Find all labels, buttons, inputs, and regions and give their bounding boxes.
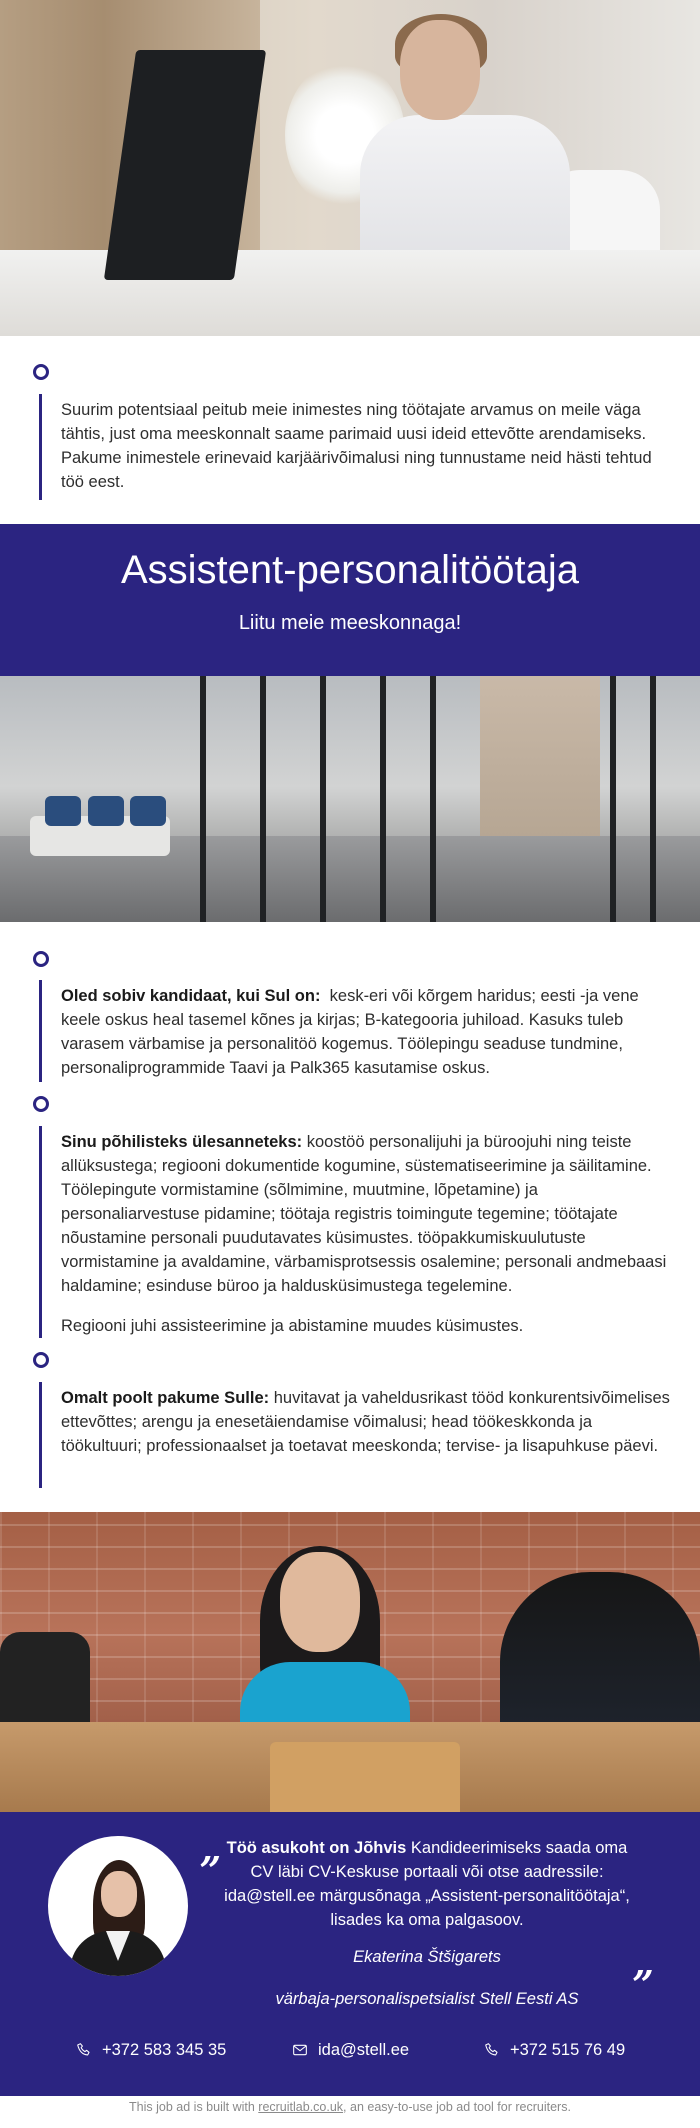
- phone-icon: [484, 2042, 500, 2058]
- recruiter-role: värbaja-personalispetsialist Stell Eesti AS: [275, 1990, 579, 2008]
- open-quote-icon: „: [200, 1826, 222, 1871]
- timeline-dot: [33, 1352, 49, 1368]
- requirements-section: [61, 984, 676, 1080]
- meeting-photo: [0, 1512, 700, 1812]
- hero-subtitle: Liitu meie meeskonnaga!: [238, 612, 462, 634]
- recruiter-name: Ekaterina Štšigarets: [353, 1948, 501, 1966]
- offer-heading: Omalt poolt pakume Sulle:: [61, 1389, 270, 1407]
- contact-phone-2-label: +372 515 76 49: [510, 2040, 626, 2059]
- contact-phone-1-label: +372 583 345 35: [102, 2040, 227, 2059]
- timeline-bar: [39, 1382, 42, 1488]
- duties-body: koostöö personalijuhi ja büroojuhi ning teiste allüksustega; regiooni dokumentide kogumine, süstematiseerimine ja säilitamine. Töölepingute vormistamine (sõlmimine, muutmine, lõpetamine) ja personaliarvestuse pidamine; töötaja registris toimingute tegemine; töötajate nõustamine personali puudutavates küsimustes. tööpakkumiskuulutuste vormistamine ja avaldamine, värbamisprotsessis osalemine; personali andmebaasi haldamine; esinduse büroo ja haldusküsimustega tegelemine.: [61, 1133, 667, 1295]
- contact-email-label: ida@stell.ee: [318, 2040, 410, 2059]
- location-text: Töö asukoht on Jõhvis: [226, 1839, 407, 1857]
- contact-phone-1[interactable]: [76, 2038, 226, 2062]
- contact-phone-2[interactable]: [484, 2038, 625, 2062]
- credit-prefix: This job ad is built with: [129, 2100, 259, 2114]
- duties-section: [61, 1130, 676, 1298]
- credit-suffix: , an easy-to-use job ad tool for recruiters.: [343, 2100, 571, 2114]
- timeline-dot: [33, 1096, 49, 1112]
- recruiter-avatar: [48, 1836, 188, 1976]
- intro-text: Suurim potentsiaal peitub meie inimestes ning töötajate arvamus on meile väga tähtis, just oma meeskonnalt saame parimaid uusi ideid ettevõtte arendamiseks. Pakume inimestele erinevaid karjäärivõimalusi ning tunnustame neid hästi tehtud töö eest.: [61, 401, 652, 491]
- duties-heading: Sinu põhilisteks ülesanneteks:: [61, 1133, 303, 1151]
- timeline-dot: [33, 951, 49, 967]
- mail-icon: [292, 2042, 308, 2058]
- timeline-bar: [39, 1126, 42, 1338]
- requirements-body: kesk-eri või kõrgem haridus; eesti -ja vene keele oskus heal tasemel kõnes ja kirjas; B-kategooria juhiload. Kasuks tuleb varasem värbamise ja personalitöö kogemus. Töölepingu seaduse tundmine, personaliprogrammide Taavi ja Palk365 kasutamise oskus.: [61, 987, 639, 1077]
- requirements-heading: Oled sobiv kandidaat, kui Sul on:: [61, 987, 321, 1005]
- application-info: [222, 1836, 632, 1932]
- header-photo-reception: [0, 0, 700, 336]
- job-title: Assistent-personalitöötaja: [120, 548, 580, 592]
- phone-icon: [76, 2042, 92, 2058]
- application-text: Kandideerimiseks saada oma CV läbi CV-Keskuse portaali või otse aadressile: ida@stell.ee märgusõnaga „Assistent-personalitöötaja“, lisades ka oma palgasoov.: [224, 1839, 630, 1929]
- contact-footer: [0, 1812, 700, 2096]
- duties-extra: Regiooni juhi assisteerimine ja abistamine muudes küsimustes.: [61, 1317, 524, 1335]
- close-quote-icon: ”: [632, 1962, 654, 2007]
- office-corridor-photo: [0, 676, 700, 922]
- timeline-bar: [39, 980, 42, 1082]
- timeline-dot: [33, 364, 49, 380]
- timeline-bar: [39, 394, 42, 500]
- hero-banner: [0, 524, 700, 676]
- credit-line: [0, 2100, 700, 2114]
- credit-link[interactable]: recruitlab.co.uk: [258, 2100, 344, 2114]
- offer-body: huvitavat ja vaheldusrikast tööd konkurentsivõimelises ettevõttes; arengu ja enesetäiendamise võimalusi; head töökeskkonda ja töökultuuri; professionaalset ja toetavat meeskonda; tervise- ja lisapuhkuse päevi.: [61, 1389, 670, 1455]
- contact-email[interactable]: [292, 2038, 409, 2062]
- offer-section: [61, 1386, 676, 1458]
